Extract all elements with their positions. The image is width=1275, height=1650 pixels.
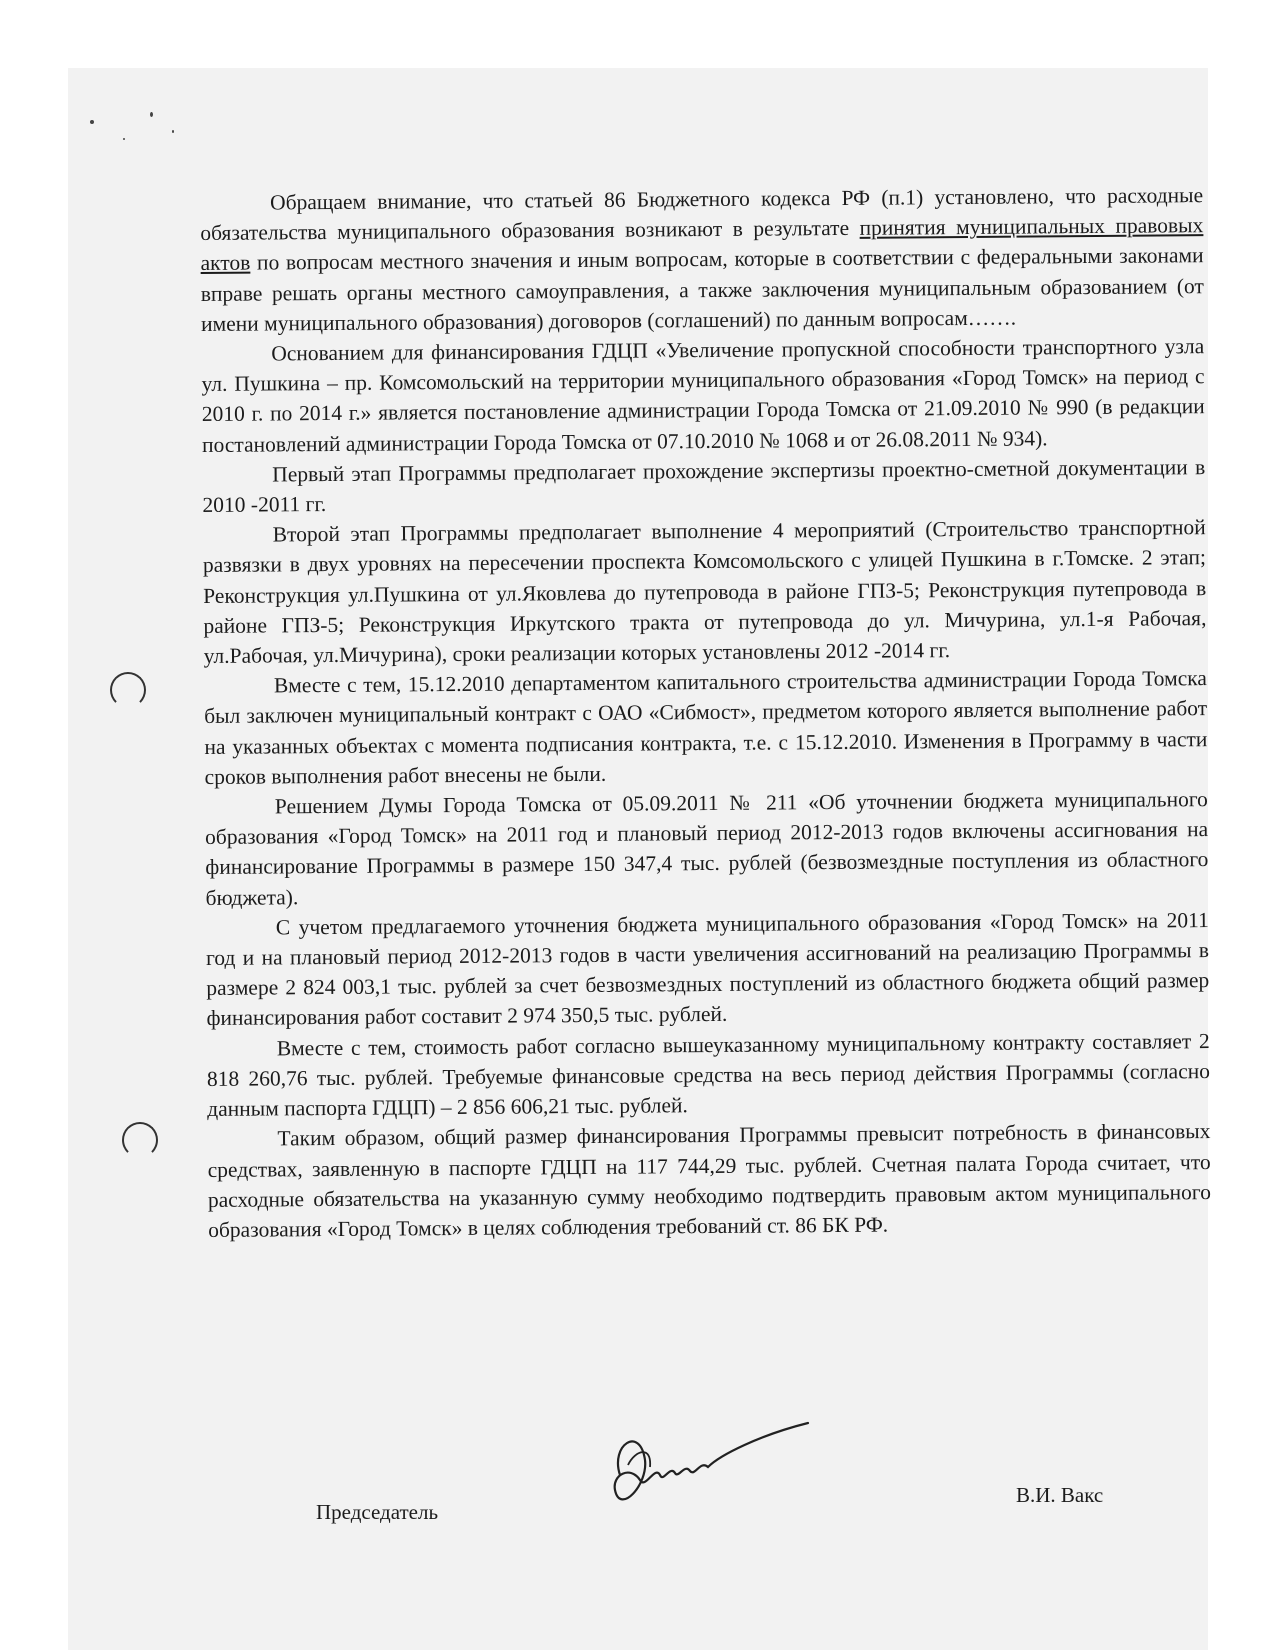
scan-speck (123, 138, 125, 140)
paragraph-contract: Вместе с тем, 15.12.2010 департаментом капитального строительства администрации Города Томска был заключен муниципальный контракт с ОАО «Сибмост», предметом которого является выполнение работ на указанных объектах с момента подписания контракта, т.е. с 15.12.2010. Изменения в Программу в части сроков выполнения работ внесены не были. (204, 666, 1208, 789)
scan-speck (90, 120, 94, 124)
paragraph-conclusion: Таким образом, общий размер финансирования Программы превысит потребность в финансовых средствах, заявленную в паспорте ГДЦП на 117 744,29 тыс. рублей. Счетная палата Города считает, что расходные обязательства на указанную сумму необходимо подтвердить правовым актом муниципального образования «Город Томск» в целях соблюдения требований ст. 86 БК РФ. (207, 1119, 1212, 1242)
paragraph-article-86: Обращаем внимание, что статьей 86 Бюджетного кодекса РФ (п.1) установлено, что расходные обязательства муниципального образования возникают в результате принятия муниципальных правовых актов по вопросам местного значения и иным вопросам, которые в соответствии с федеральными законами вправе решать органы местного самоуправления, а также заключения муниципальным образованием (от имени муниципального образования) договоров (соглашений) по данным вопросам……. (200, 183, 1204, 336)
punch-hole-mark (122, 1122, 158, 1158)
paragraph-stage-one: Первый этап Программы предполагает прохождение экспертизы проектно-сметной документации в 2010 -2011 гг. (202, 454, 1206, 518)
scan-speck (150, 112, 153, 117)
paragraph-basis: Основанием для финансирования ГДЦП «Увеличение пропускной способности транспортного узла ул. Пушкина – пр. Комсомольский на территории муниципального образования «Город Томск» на период с 2010 г. по 2014 г.» является постановление администрации Города Томска от 21.09.2010 № 990 (в редакции постановлений администрации Города Томска от 07.10.2010 № 1068 и от 26.08.2011 № 934). (201, 334, 1205, 457)
signatory-name: В.И. Вакс (1016, 1483, 1104, 1507)
paragraph-duma-decision: Решением Думы Города Томска от 05.09.2011 № 211 «Об уточнении бюджета муниципального образования «Город Томск» на 2011 год и плановый период 2012-2013 годов включены ассигнования на финансирование Программы в размере 150 347,4 тыс. рублей (безвозмездные поступления из областного бюджета). (205, 787, 1209, 910)
paragraph-stage-two: Второй этап Программы предполагает выполнение 4 мероприятий (Строительство транспортной развязки в двух уровнях на пересечении проспекта Комсомольского с улицей Пушкина в г.Томске. 2 этап; Реконструкция ул.Пушкина от ул.Яковлева до путепровода в районе ГПЗ-5; Реконструкция путепровода в районе ГПЗ-5; Реконструкция Иркутского тракта от путепровода до ул. Мичурина, ул.1-я Рабочая, ул.Рабочая, ул.Мичурина), сроки реализации которых установлены 2012 -2014 гг. (202, 515, 1207, 669)
letter-body (200, 180, 1211, 1245)
paragraph-contract-cost: Вместе с тем, стоимость работ согласно вышеуказанному муниципальному контракту составляет 2 818 260,76 тыс. рублей. Требуемые финансовые средства на весь период действия Программы (согласно данным паспорта ГДЦП) – 2 856 606,21 тыс. рублей. (206, 1028, 1211, 1122)
punch-hole-mark (110, 672, 146, 708)
underlined-phrase: принятия муниципальных правовых актов (200, 213, 1204, 276)
paragraph-budget-adjustment: С учетом предлагаемого уточнения бюджета муниципального образования «Город Томск» на 2011 год и на плановый период 2012-2013 годов в части увеличения ассигнований на реализацию Программы в размере 2 824 003,1 тыс. рублей за счет безвозмездных поступлений из областного бюджета общий размер финансирования работ составит 2 974 350,5 тыс. рублей. (205, 907, 1210, 1031)
signatory-title: Председатель (316, 1500, 439, 1524)
scan-speck (172, 130, 174, 133)
handwritten-signature (600, 1405, 820, 1525)
